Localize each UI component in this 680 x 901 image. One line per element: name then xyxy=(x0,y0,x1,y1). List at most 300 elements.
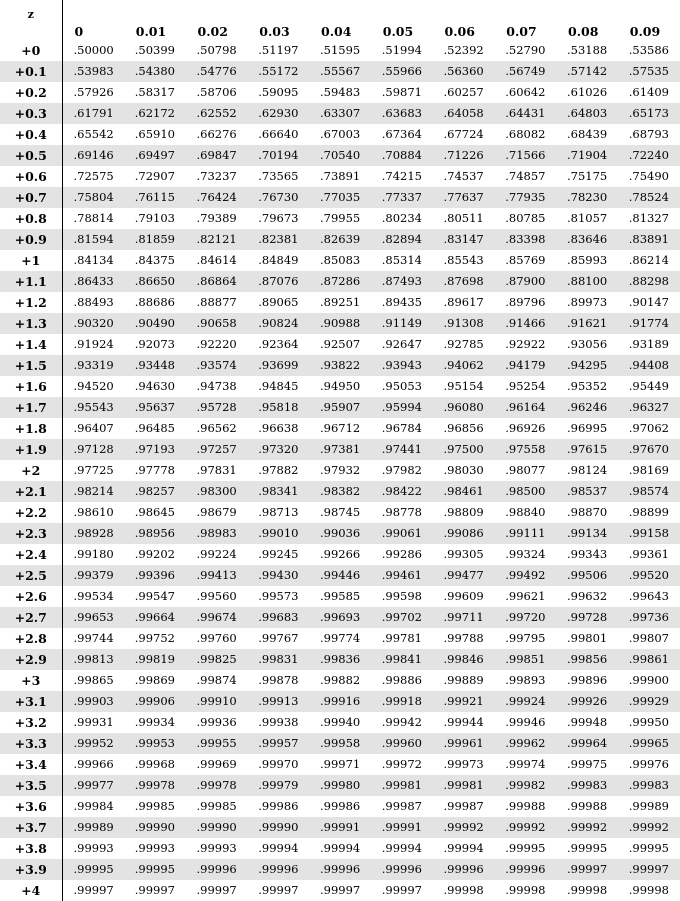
table-cell: .99819 xyxy=(124,649,186,670)
table-cell: .84614 xyxy=(196,253,237,267)
table-cell: .99111 xyxy=(494,523,556,544)
table-cell: .92220 xyxy=(196,337,237,351)
table-cell: .99752 xyxy=(134,631,175,645)
table-cell: .77637 xyxy=(433,187,495,208)
table-row xyxy=(0,775,680,796)
table-cell: .99975 xyxy=(567,757,608,771)
table-cell: .86433 xyxy=(62,271,124,292)
table-cell: .98840 xyxy=(505,505,546,519)
table-cell: .99841 xyxy=(371,649,433,670)
table-cell: .99993 xyxy=(134,841,175,855)
table-cell: .99878 xyxy=(258,673,299,687)
table-cell: .85543 xyxy=(443,253,484,267)
table-cell: .99674 xyxy=(186,607,248,628)
table-cell: .70194 xyxy=(247,145,309,166)
table-row xyxy=(0,796,680,817)
table-cell: .99446 xyxy=(309,565,371,586)
table-cell: .81327 xyxy=(628,211,669,225)
column-header: 0.05 xyxy=(382,24,414,39)
table-cell: .96562 xyxy=(196,421,237,435)
row-header-z: +1.8 xyxy=(0,418,62,439)
table-cell: .96080 xyxy=(433,397,495,418)
table-cell: .53983 xyxy=(62,61,124,82)
table-cell: .99976 xyxy=(628,757,669,771)
table-cell: .74857 xyxy=(505,169,546,183)
table-cell: .99977 xyxy=(62,775,124,796)
table-row xyxy=(0,187,680,208)
column-header: 0.08 xyxy=(568,24,599,39)
table-cell: .98899 xyxy=(628,505,669,519)
table-row xyxy=(0,313,680,334)
table-cell: .92364 xyxy=(258,337,299,351)
table-cell: .85314 xyxy=(381,253,422,267)
table-cell: .61026 xyxy=(567,85,608,99)
table-cell: .99940 xyxy=(320,715,361,729)
header-row xyxy=(0,0,680,40)
row-header-z: +3.9 xyxy=(0,859,62,880)
table-cell: .99992 xyxy=(618,817,680,838)
column-header: 0.02 xyxy=(197,24,228,39)
table-cell: .99795 xyxy=(505,631,546,645)
table-cell: .76730 xyxy=(247,187,309,208)
table-cell: .77337 xyxy=(371,187,433,208)
table-cell: .99985 xyxy=(196,799,237,813)
table-cell: .91308 xyxy=(433,313,495,334)
row-header-z: +2.3 xyxy=(0,523,62,544)
table-cell: .99986 xyxy=(320,799,361,813)
table-cell: .99988 xyxy=(567,799,608,813)
table-cell: .82381 xyxy=(247,229,309,250)
table-cell: .99996 xyxy=(433,859,495,880)
table-cell: .88686 xyxy=(134,295,175,309)
table-cell: .83398 xyxy=(494,229,556,250)
row-header-z: +2.7 xyxy=(0,607,62,628)
table-cell: .99983 xyxy=(618,775,680,796)
table-row xyxy=(0,124,680,145)
table-cell: .71566 xyxy=(494,145,556,166)
table-cell: .99882 xyxy=(320,673,361,687)
table-cell: .96246 xyxy=(556,397,618,418)
table-cell: .99061 xyxy=(371,523,433,544)
table-cell: .78230 xyxy=(556,187,618,208)
table-cell: .97725 xyxy=(73,463,114,477)
table-cell: .99851 xyxy=(494,649,556,670)
table-cell: .99781 xyxy=(381,631,422,645)
table-cell: .61409 xyxy=(628,85,669,99)
row-header-z: +0.8 xyxy=(0,208,62,229)
table-cell: .68439 xyxy=(567,127,608,141)
table-cell: .99916 xyxy=(309,691,371,712)
table-cell: .97257 xyxy=(186,439,248,460)
table-cell: .52790 xyxy=(505,43,546,57)
table-cell: .68082 xyxy=(505,127,546,141)
table-cell: .96856 xyxy=(443,421,484,435)
table-cell: .87698 xyxy=(433,271,495,292)
table-cell: .55567 xyxy=(309,61,371,82)
table-cell: .99983 xyxy=(556,775,618,796)
table-cell: .97615 xyxy=(556,439,618,460)
table-cell: .99985 xyxy=(134,799,175,813)
table-cell: .98778 xyxy=(381,505,422,519)
table-cell: .99343 xyxy=(567,547,608,561)
row-header-z: +0.3 xyxy=(0,103,62,124)
table-cell: .59095 xyxy=(258,85,299,99)
table-cell: .98983 xyxy=(186,523,248,544)
row-header-z: +2.9 xyxy=(0,649,62,670)
table-cell: .80785 xyxy=(505,211,546,225)
table-cell: .57535 xyxy=(618,61,680,82)
table-cell: .99995 xyxy=(505,841,546,855)
table-cell: .95449 xyxy=(628,379,669,393)
table-cell: .99926 xyxy=(556,691,618,712)
table-cell: .85769 xyxy=(505,253,546,267)
table-cell: .99813 xyxy=(62,649,124,670)
table-cell: .99946 xyxy=(505,715,546,729)
table-cell: .62552 xyxy=(186,103,248,124)
row-header-z: +1.3 xyxy=(0,313,62,334)
table-cell: .99918 xyxy=(371,691,433,712)
table-cell: .95053 xyxy=(381,379,422,393)
table-cell: .82639 xyxy=(309,229,371,250)
table-cell: .99957 xyxy=(247,733,309,754)
table-cell: .74215 xyxy=(381,169,422,183)
table-cell: .99995 xyxy=(62,859,124,880)
table-cell: .99807 xyxy=(628,631,669,645)
table-cell: .99801 xyxy=(567,631,608,645)
table-cell: .99266 xyxy=(320,547,361,561)
table-cell: .99970 xyxy=(258,757,299,771)
table-cell: .99995 xyxy=(628,841,669,855)
column-header: 0 xyxy=(74,24,84,39)
table-cell: .78814 xyxy=(73,211,114,225)
table-cell: .99995 xyxy=(567,841,608,855)
row-header-z: +3.6 xyxy=(0,796,62,817)
table-cell: .99924 xyxy=(494,691,556,712)
table-row xyxy=(0,712,680,733)
table-cell: .99621 xyxy=(505,589,546,603)
table-row xyxy=(0,817,680,838)
column-header: 0.06 xyxy=(444,24,475,39)
table-cell: .99585 xyxy=(320,589,361,603)
table-cell: .81594 xyxy=(62,229,124,250)
row-header-z: +0.5 xyxy=(0,145,62,166)
table-cell: .94738 xyxy=(196,379,237,393)
table-cell: .99997 xyxy=(618,859,680,880)
table-cell: .99202 xyxy=(134,547,175,561)
table-cell: .98422 xyxy=(371,481,433,502)
table-cell: .54776 xyxy=(186,61,248,82)
row-header-z: +1 xyxy=(0,250,62,271)
table-row xyxy=(0,334,680,355)
table-cell: .99728 xyxy=(556,607,618,628)
table-cell: .99158 xyxy=(618,523,680,544)
table-cell: .90147 xyxy=(628,295,669,309)
table-cell: .88877 xyxy=(196,295,237,309)
table-cell: .99989 xyxy=(62,817,124,838)
table-cell: .99598 xyxy=(381,589,422,603)
table-cell: .99767 xyxy=(258,631,299,645)
table-cell: .99846 xyxy=(433,649,495,670)
table-cell: .96407 xyxy=(73,421,114,435)
table-cell: .58706 xyxy=(196,85,237,99)
table-cell: .97320 xyxy=(247,439,309,460)
row-header-z: +2 xyxy=(0,460,62,481)
table-cell: .76424 xyxy=(186,187,248,208)
row-header-z: +2.8 xyxy=(0,628,62,649)
table-cell: .96638 xyxy=(258,421,299,435)
row-header-z: +1.1 xyxy=(0,271,62,292)
table-row xyxy=(0,733,680,754)
row-header-z: +0.7 xyxy=(0,187,62,208)
table-cell: .99948 xyxy=(567,715,608,729)
table-cell: .66640 xyxy=(258,127,299,141)
table-cell: .99736 xyxy=(618,607,680,628)
table-cell: .99955 xyxy=(186,733,248,754)
table-cell: .99886 xyxy=(381,673,422,687)
table-cell: .81859 xyxy=(124,229,186,250)
table-cell: .99974 xyxy=(505,757,546,771)
table-cell: .99996 xyxy=(186,859,248,880)
table-cell: .93699 xyxy=(247,355,309,376)
table-row xyxy=(0,544,680,565)
table-cell: .99990 xyxy=(247,817,309,838)
table-cell: .99997 xyxy=(196,883,237,897)
table-cell: .99992 xyxy=(556,817,618,838)
table-cell: .98382 xyxy=(309,481,371,502)
row-header-z: +3.7 xyxy=(0,817,62,838)
table-row xyxy=(0,271,680,292)
table-cell: .99997 xyxy=(556,859,618,880)
table-cell: .99998 xyxy=(443,883,484,897)
table-cell: .99987 xyxy=(381,799,422,813)
table-cell: .91621 xyxy=(556,313,618,334)
table-cell: .73891 xyxy=(320,169,361,183)
table-cell: .57142 xyxy=(556,61,618,82)
table-cell: .60642 xyxy=(505,85,546,99)
row-header-z: +1.7 xyxy=(0,397,62,418)
table-cell: .62172 xyxy=(124,103,186,124)
table-cell: .99560 xyxy=(196,589,237,603)
table-row xyxy=(0,397,680,418)
table-cell: .99836 xyxy=(309,649,371,670)
table-cell: .70884 xyxy=(371,145,433,166)
table-cell: .78524 xyxy=(618,187,680,208)
table-cell: .99950 xyxy=(628,715,669,729)
table-cell: .95818 xyxy=(247,397,309,418)
table-cell: .94179 xyxy=(494,355,556,376)
table-cell: .99984 xyxy=(73,799,114,813)
table-cell: .59483 xyxy=(320,85,361,99)
table-cell: .99994 xyxy=(443,841,484,855)
table-cell: .99744 xyxy=(73,631,114,645)
table-cell: .99993 xyxy=(196,841,237,855)
table-cell: .99534 xyxy=(73,589,114,603)
table-cell: .99010 xyxy=(247,523,309,544)
table-cell: .99978 xyxy=(186,775,248,796)
table-cell: .90824 xyxy=(247,313,309,334)
table-row xyxy=(0,61,680,82)
table-cell: .89435 xyxy=(381,295,422,309)
table-cell: .94520 xyxy=(73,379,114,393)
table-cell: .67364 xyxy=(381,127,422,141)
table-cell: .90320 xyxy=(62,313,124,334)
table-row xyxy=(0,523,680,544)
table-cell: .99477 xyxy=(433,565,495,586)
table-cell: .53586 xyxy=(628,43,669,57)
table-cell: .73565 xyxy=(258,169,299,183)
table-cell: .72575 xyxy=(73,169,114,183)
row-header-z: +0.1 xyxy=(0,61,62,82)
table-cell: .79389 xyxy=(196,211,237,225)
table-cell: .99430 xyxy=(247,565,309,586)
table-cell: .99992 xyxy=(494,817,556,838)
table-row xyxy=(0,586,680,607)
table-row xyxy=(0,754,680,775)
table-cell: .84849 xyxy=(258,253,299,267)
table-cell: .79955 xyxy=(320,211,361,225)
table-cell: .97882 xyxy=(258,463,299,477)
table-cell: .99981 xyxy=(433,775,495,796)
table-cell: .99573 xyxy=(258,589,299,603)
table-cell: .96995 xyxy=(567,421,608,435)
table-cell: .99997 xyxy=(381,883,422,897)
table-cell: .56749 xyxy=(494,61,556,82)
table-cell: .99978 xyxy=(124,775,186,796)
row-header-z: +3.5 xyxy=(0,775,62,796)
table-cell: .99856 xyxy=(556,649,618,670)
table-cell: .99413 xyxy=(186,565,248,586)
table-cell: .87900 xyxy=(494,271,556,292)
row-header-z: +2.5 xyxy=(0,565,62,586)
table-cell: .98341 xyxy=(247,481,309,502)
table-cell: .99942 xyxy=(381,715,422,729)
table-cell: .60257 xyxy=(443,85,484,99)
table-cell: .99998 xyxy=(628,883,669,897)
table-cell: .99971 xyxy=(320,757,361,771)
table-cell: .99986 xyxy=(258,799,299,813)
table-cell: .71226 xyxy=(433,145,495,166)
table-cell: .96926 xyxy=(505,421,546,435)
row-header-z: +0.2 xyxy=(0,82,62,103)
table-cell: .96164 xyxy=(494,397,556,418)
table-row xyxy=(0,376,680,397)
table-cell: .92507 xyxy=(320,337,361,351)
table-cell: .87286 xyxy=(309,271,371,292)
row-header-z: +3.2 xyxy=(0,712,62,733)
table-cell: .61791 xyxy=(62,103,124,124)
table-row xyxy=(0,208,680,229)
table-cell: .99997 xyxy=(258,883,299,897)
table-cell: .99324 xyxy=(505,547,546,561)
table-cell: .98537 xyxy=(556,481,618,502)
table-row xyxy=(0,40,680,61)
table-cell: .98745 xyxy=(320,505,361,519)
table-cell: .65910 xyxy=(134,127,175,141)
table-cell: .54380 xyxy=(124,61,186,82)
table-cell: .92922 xyxy=(505,337,546,351)
table-cell: .99995 xyxy=(124,859,186,880)
table-cell: .98300 xyxy=(186,481,248,502)
table-cell: .99547 xyxy=(134,589,175,603)
table-cell: .68793 xyxy=(628,127,669,141)
table-row xyxy=(0,418,680,439)
table-cell: .99994 xyxy=(381,841,422,855)
row-header-z: +0.6 xyxy=(0,166,62,187)
table-cell: .89251 xyxy=(320,295,361,309)
table-cell: .95543 xyxy=(62,397,124,418)
table-cell: .98610 xyxy=(73,505,114,519)
table-cell: .85993 xyxy=(567,253,608,267)
row-header-z: +2.1 xyxy=(0,481,62,502)
table-cell: .76115 xyxy=(124,187,186,208)
table-cell: .86864 xyxy=(186,271,248,292)
table-cell: .69847 xyxy=(186,145,248,166)
column-header: 0.01 xyxy=(135,24,167,39)
table-cell: .99936 xyxy=(196,715,237,729)
table-cell: .95637 xyxy=(124,397,186,418)
table-cell: .99702 xyxy=(371,607,433,628)
table-cell: .74537 xyxy=(443,169,484,183)
table-cell: .79673 xyxy=(258,211,299,225)
table-cell: .69146 xyxy=(62,145,124,166)
row-header-z: +1.4 xyxy=(0,334,62,355)
table-cell: .95907 xyxy=(309,397,371,418)
table-cell: .99910 xyxy=(186,691,248,712)
table-cell: .99889 xyxy=(443,673,484,687)
table-cell: .99997 xyxy=(134,883,175,897)
table-cell: .98461 xyxy=(433,481,495,502)
table-cell: .84375 xyxy=(134,253,175,267)
table-cell: .97558 xyxy=(494,439,556,460)
table-cell: .90658 xyxy=(186,313,248,334)
table-cell: .56360 xyxy=(433,61,495,82)
table-cell: .83147 xyxy=(433,229,495,250)
table-cell: .99929 xyxy=(618,691,680,712)
table-row xyxy=(0,838,680,859)
table-cell: .95352 xyxy=(567,379,608,393)
table-cell: .99913 xyxy=(247,691,309,712)
table-cell: .99865 xyxy=(73,673,114,687)
table-cell: .99968 xyxy=(134,757,175,771)
row-header-z: +3.3 xyxy=(0,733,62,754)
table-cell: .55172 xyxy=(247,61,309,82)
row-header-z: +3.8 xyxy=(0,838,62,859)
table-row xyxy=(0,880,680,901)
table-cell: .99379 xyxy=(62,565,124,586)
table-header xyxy=(0,0,680,40)
table-cell: .98645 xyxy=(134,505,175,519)
table-cell: .93448 xyxy=(124,355,186,376)
table-cell: .96712 xyxy=(320,421,361,435)
table-cell: .94062 xyxy=(433,355,495,376)
table-cell: .99361 xyxy=(628,547,669,561)
table-cell: .51197 xyxy=(258,43,299,57)
table-cell: .99934 xyxy=(134,715,175,729)
table-row xyxy=(0,250,680,271)
table-cell: .80234 xyxy=(381,211,422,225)
table-cell: .98214 xyxy=(62,481,124,502)
table-cell: .88298 xyxy=(618,271,680,292)
table-cell: .99962 xyxy=(494,733,556,754)
table-cell: .99996 xyxy=(247,859,309,880)
table-cell: .99896 xyxy=(567,673,608,687)
table-cell: .99964 xyxy=(556,733,618,754)
row-header-z: +3.4 xyxy=(0,754,62,775)
table-cell: .99492 xyxy=(494,565,556,586)
table-cell: .62930 xyxy=(247,103,309,124)
table-cell: .92647 xyxy=(381,337,422,351)
table-cell: .66276 xyxy=(196,127,237,141)
